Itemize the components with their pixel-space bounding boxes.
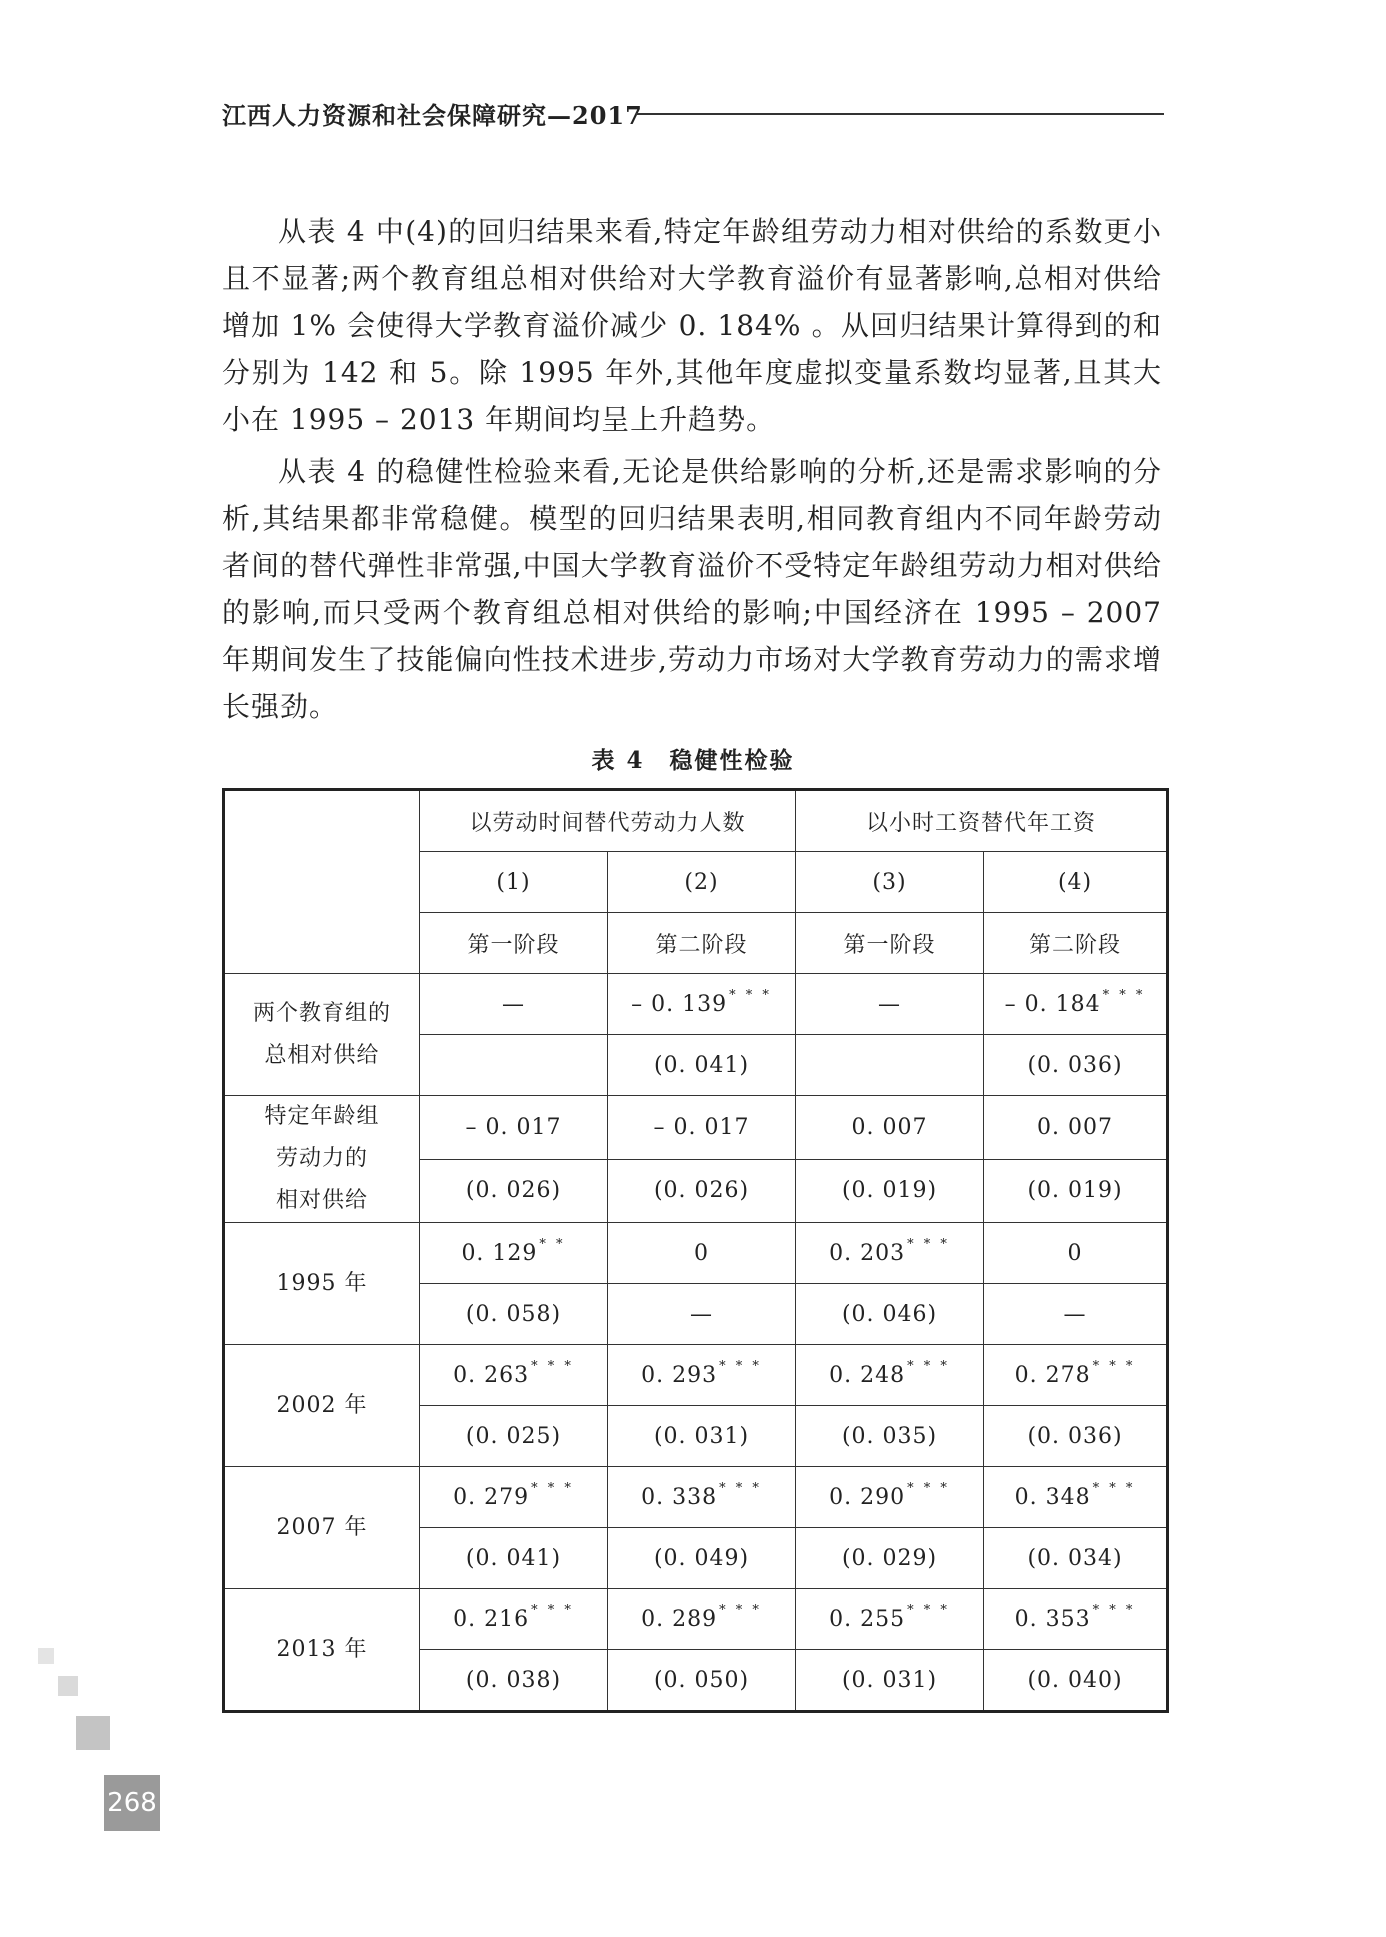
coefficient-value: 0. 278 [1014, 1362, 1091, 1388]
standard-error-cell: (0. 036) [984, 1406, 1168, 1467]
decorative-square [76, 1716, 110, 1750]
standard-error-cell: (0. 031) [796, 1650, 984, 1712]
significance-stars: * * * [729, 987, 772, 1003]
row-label-line: 两个教育组的 [252, 1000, 391, 1026]
coefficient-cell [420, 1589, 608, 1650]
coefficient-value: 0. 279 [453, 1484, 530, 1510]
significance-stars: * * * [1092, 1602, 1136, 1618]
table-row-coefficient [224, 1096, 1168, 1160]
coefficient-cell [420, 1345, 608, 1406]
standard-error-cell: (0. 034) [984, 1528, 1168, 1589]
standard-error-cell: (0. 041) [420, 1528, 608, 1589]
row-label-line: 2007 年 [276, 1514, 368, 1540]
coefficient-cell [608, 1096, 796, 1160]
significance-stars: * * * [531, 1358, 574, 1374]
table-group-header-row [224, 790, 1168, 852]
coefficient-value: 0. 129 [461, 1240, 538, 1266]
group-header-hourly-wage: 以小时工资替代年工资 [796, 790, 1168, 852]
significance-stars: * * * [719, 1358, 762, 1374]
standard-error-cell: (0. 050) [608, 1650, 796, 1712]
row-label-line: 1995 年 [276, 1270, 368, 1296]
stage-header: 第一阶段 [420, 913, 608, 974]
table-caption: 表 4 稳健性检验 [591, 747, 795, 774]
column-header: (4) [984, 852, 1168, 913]
standard-error-cell: (0. 031) [608, 1406, 796, 1467]
coefficient-cell [984, 1345, 1168, 1406]
coefficient-value: 0. 248 [829, 1362, 906, 1388]
paragraph-2: 从表 4 的稳健性检验来看,无论是供给影响的分析,还是需求影响的分析,其结果都非常稳健。模型的回归结果表明,相同教育组内不同年龄劳动者间的替代弹性非常强,中国大学教育溢价不受特定年龄组劳动力相对供给的影响,而只受两个教育组总相对供给的影响;中国经济在 1995 – 2007 年期间发生了技能偏向性技术进步,劳动力市场对大学教育劳动力的需求增长强劲。 [222, 455, 1162, 723]
coefficient-cell [608, 1223, 796, 1284]
stage-header: 第一阶段 [796, 913, 984, 974]
row-label-line: 2002 年 [276, 1392, 368, 1418]
standard-error-cell: (0. 036) [984, 1035, 1168, 1096]
coefficient-cell [420, 974, 608, 1035]
coefficient-value: 0. 353 [1014, 1606, 1091, 1632]
standard-error-cell: (0. 038) [420, 1650, 608, 1712]
coefficient-cell [608, 1345, 796, 1406]
row-label [224, 1345, 420, 1467]
coefficient-value: 0. 290 [829, 1484, 906, 1510]
coefficient-value: – 0. 184 [1004, 991, 1101, 1017]
standard-error-cell: (0. 029) [796, 1528, 984, 1589]
coefficient-value: 0 [694, 1240, 709, 1266]
decorative-square [58, 1676, 78, 1696]
standard-error-cell: (0. 026) [420, 1159, 608, 1223]
significance-stars: * * * [719, 1602, 762, 1618]
coefficient-cell [984, 1589, 1168, 1650]
significance-stars: * * * [531, 1602, 574, 1618]
coefficient-value: — [878, 991, 902, 1017]
significance-stars: * * * [907, 1236, 950, 1252]
paragraph-1: 从表 4 中(4)的回归结果来看,特定年龄组劳动力相对供给的系数更小且不显著;两个教育组总相对供给对大学教育溢价有显著影响,总相对供给增加 1% 会使得大学教育溢价减少 0. 184% 。从回归结果计算得到的和分别为 142 和 5。除 1995 年外,其他年度虚拟变量系数均显著,且其大小在 1995 – 2013 年期间均呈上升趋势。 [222, 215, 1162, 436]
table-row-coefficient [224, 1467, 1168, 1528]
row-label-line: 特定年龄组 [264, 1104, 380, 1129]
coefficient-cell [796, 974, 984, 1035]
significance-stars: * * * [1092, 1358, 1136, 1374]
coefficient-cell [796, 1467, 984, 1528]
coefficient-value: 0. 007 [1037, 1114, 1114, 1140]
table-row-coefficient [224, 1589, 1168, 1650]
table-row-coefficient [224, 1345, 1168, 1406]
coefficient-cell [984, 974, 1168, 1035]
robustness-table [222, 788, 1169, 1713]
running-header: 江西人力资源和社会保障研究—2017 [222, 101, 643, 130]
coefficient-cell [608, 1467, 796, 1528]
coefficient-cell [420, 1096, 608, 1160]
coefficient-value: 0. 348 [1014, 1484, 1091, 1510]
significance-stars: * * * [1102, 987, 1146, 1003]
coefficient-value: 0 [1067, 1240, 1083, 1266]
coefficient-cell [796, 1345, 984, 1406]
coefficient-value: – 0. 017 [465, 1114, 562, 1140]
significance-stars: * * * [1092, 1480, 1136, 1496]
page-number: 268 [104, 1775, 160, 1831]
coefficient-value: – 0. 017 [653, 1114, 750, 1140]
coefficient-cell [984, 1096, 1168, 1160]
column-header: (2) [608, 852, 796, 913]
significance-stars: * * * [907, 1358, 950, 1374]
coefficient-cell [796, 1096, 984, 1160]
standard-error-cell: (0. 058) [420, 1284, 608, 1345]
standard-error-cell: (0. 041) [608, 1035, 796, 1096]
standard-error-cell: (0. 046) [796, 1284, 984, 1345]
standard-error-cell [420, 1035, 608, 1096]
coefficient-value: 0. 203 [829, 1240, 906, 1266]
standard-error-cell: — [984, 1284, 1168, 1345]
table-row-coefficient [224, 974, 1168, 1035]
standard-error-cell [796, 1035, 984, 1096]
significance-stars: * * * [907, 1480, 950, 1496]
row-label [224, 1589, 420, 1712]
coefficient-value: 0. 338 [641, 1484, 718, 1510]
standard-error-cell: (0. 035) [796, 1406, 984, 1467]
row-label-line: 2013 年 [276, 1636, 368, 1662]
row-label [224, 1096, 420, 1223]
significance-stars: * * [539, 1236, 566, 1252]
row-label [224, 1467, 420, 1589]
column-header: (1) [420, 852, 608, 913]
coefficient-value: 0. 007 [851, 1114, 928, 1140]
row-label [224, 1223, 420, 1345]
standard-error-cell: (0. 019) [984, 1159, 1168, 1223]
significance-stars: * * * [907, 1602, 950, 1618]
table-row-coefficient [224, 1223, 1168, 1284]
standard-error-cell: (0. 025) [420, 1406, 608, 1467]
decorative-square [38, 1648, 54, 1664]
row-label-line: 总相对供给 [264, 1042, 380, 1068]
standard-error-cell: — [608, 1284, 796, 1345]
coefficient-value: – 0. 139 [631, 991, 728, 1017]
coefficient-cell [796, 1589, 984, 1650]
header-rule [636, 113, 1164, 115]
coefficient-value: 0. 289 [641, 1606, 718, 1632]
coefficient-value: 0. 216 [453, 1606, 530, 1632]
row-label-line: 相对供给 [275, 1188, 368, 1213]
standard-error-cell: (0. 026) [608, 1159, 796, 1223]
standard-error-cell: (0. 049) [608, 1528, 796, 1589]
row-label-line: 劳动力的 [275, 1146, 368, 1171]
group-header-labor-hours: 以劳动时间替代劳动力人数 [420, 790, 796, 852]
standard-error-cell: (0. 040) [984, 1650, 1168, 1712]
standard-error-cell: (0. 019) [796, 1159, 984, 1223]
coefficient-value: 0. 263 [453, 1362, 530, 1388]
coefficient-cell [984, 1223, 1168, 1284]
coefficient-cell [796, 1223, 984, 1284]
coefficient-value: 0. 255 [829, 1606, 906, 1632]
coefficient-cell [608, 1589, 796, 1650]
table-corner-cell [224, 790, 420, 974]
significance-stars: * * * [531, 1480, 574, 1496]
coefficient-cell [984, 1467, 1168, 1528]
coefficient-value: 0. 293 [641, 1362, 718, 1388]
stage-header: 第二阶段 [608, 913, 796, 974]
significance-stars: * * * [719, 1480, 762, 1496]
stage-header: 第二阶段 [984, 913, 1168, 974]
column-header: (3) [796, 852, 984, 913]
coefficient-cell [608, 974, 796, 1035]
row-label [224, 974, 420, 1096]
coefficient-cell [420, 1223, 608, 1284]
coefficient-cell [420, 1467, 608, 1528]
coefficient-value: — [502, 991, 525, 1017]
